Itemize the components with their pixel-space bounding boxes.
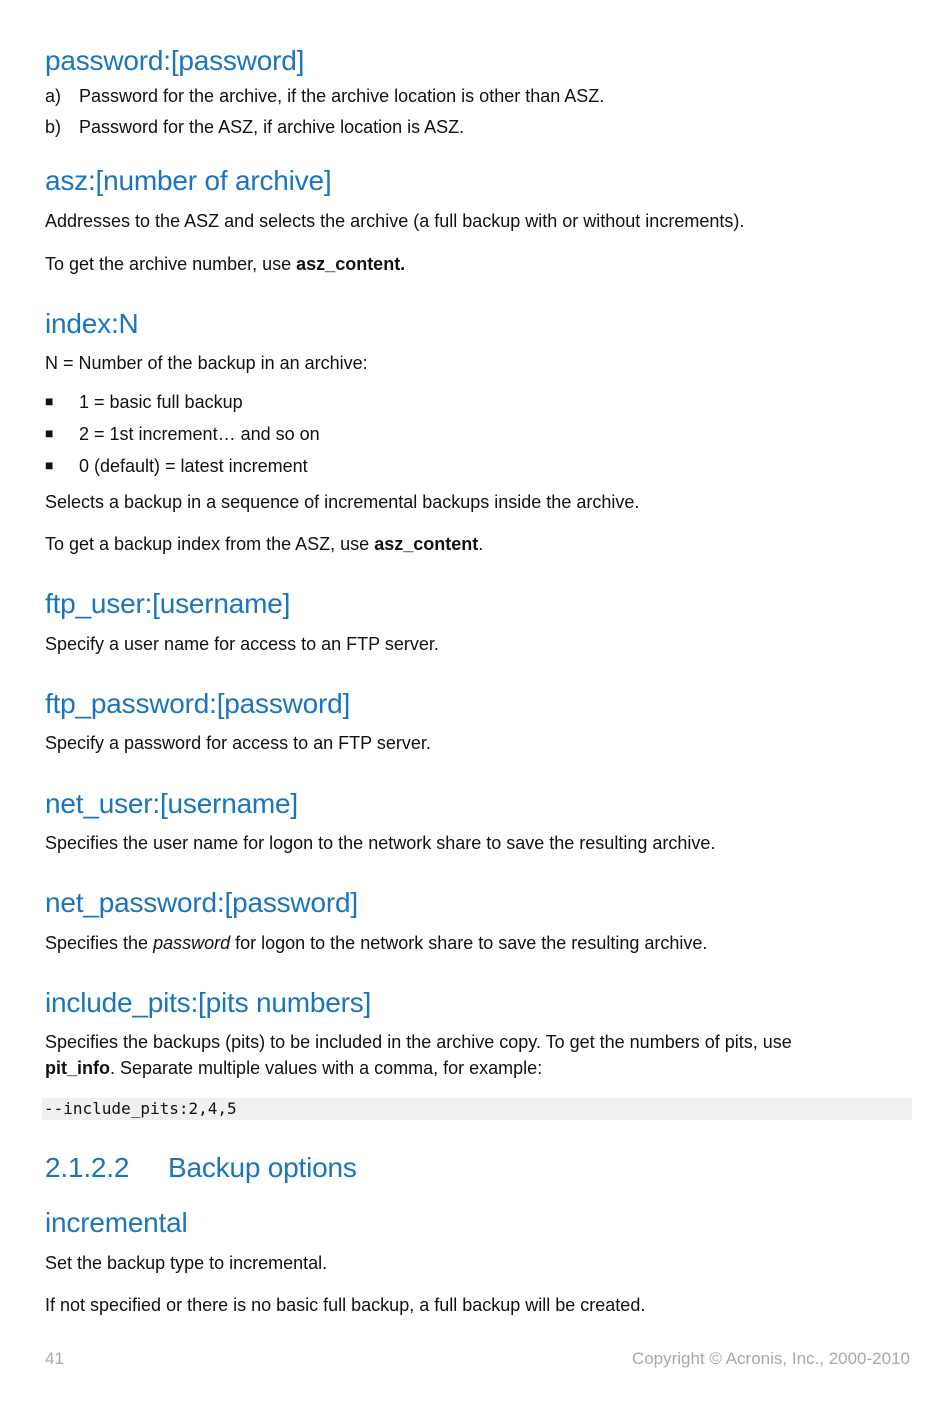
index-paragraph-2 — [45, 531, 483, 557]
include-pits-text-end: . Separate multiple values with a comma, for example: — [110, 1058, 543, 1078]
heading-asz: asz:[number of archive] — [45, 165, 332, 196]
heading-include-pits: include_pits:[pits numbers] — [45, 987, 372, 1018]
page-number: 41 — [45, 1349, 64, 1368]
square-bullet-icon: ■ — [45, 393, 54, 409]
asz-paragraph-2-text: To get the archive number, use — [45, 254, 297, 274]
net-password-text-start: Specifies the — [45, 933, 154, 953]
password-term: password — [153, 933, 231, 953]
asz-content-command: asz_content — [374, 534, 479, 554]
include-pits-description — [45, 1029, 865, 1081]
bullet-text: 0 (default) = latest increment — [79, 456, 308, 476]
heading-incremental: incremental — [45, 1207, 188, 1238]
heading-net-user: net_user:[username] — [45, 788, 299, 819]
list-item-a — [45, 83, 604, 109]
list-marker-b: b) — [45, 117, 62, 137]
list-item-b — [45, 114, 464, 140]
incremental-paragraph-2: If not specified or there is no basic full backup, a full backup will be created. — [45, 1295, 646, 1315]
bullet-item — [45, 420, 320, 447]
net-password-text-end: for logon to the network share to save the resulting archive. — [230, 933, 708, 953]
index-paragraph-2-end: . — [478, 534, 484, 554]
include-pits-text-start: Specifies the backups (pits) to be included in the archive copy. To get the numbers of pits, use — [45, 1032, 792, 1052]
bullet-item — [45, 388, 243, 415]
list-text-a: Password for the archive, if the archive location is other than ASZ. — [79, 86, 605, 106]
heading-net-password: net_password:[password] — [45, 887, 358, 918]
subsection-title: Backup options — [168, 1152, 357, 1183]
subsection-heading-backup-options — [45, 1151, 357, 1185]
incremental-paragraph-1: Set the backup type to incremental. — [45, 1253, 328, 1273]
pit-info-command: pit_info — [45, 1058, 110, 1078]
ftp-password-description: Specify a password for access to an FTP server. — [45, 733, 431, 753]
list-marker-a: a) — [45, 86, 62, 106]
heading-index: index:N — [45, 308, 139, 339]
copyright-notice: Copyright © Acronis, Inc., 2000-2010 — [631, 1349, 910, 1368]
index-paragraph-1: Selects a backup in a sequence of incremental backups inside the archive. — [45, 492, 640, 512]
bullet-text: 2 = 1st increment… and so on — [79, 424, 320, 444]
ftp-user-description: Specify a user name for access to an FTP server. — [45, 634, 439, 654]
square-bullet-icon: ■ — [45, 425, 54, 441]
subsection-number: 2.1.2.2 — [45, 1152, 130, 1183]
index-paragraph-2-text: To get a backup index from the ASZ, use — [45, 534, 375, 554]
heading-ftp-password: ftp_password:[password] — [45, 688, 351, 719]
net-user-description: Specifies the user name for logon to the network share to save the resulting archive. — [45, 833, 716, 853]
asz-paragraph-1: Addresses to the ASZ and selects the archive (a full backup with or without increments). — [45, 211, 745, 231]
heading-password: password:[password] — [45, 45, 305, 76]
asz-paragraph-2 — [45, 251, 405, 277]
code-example: --include_pits:2,4,5 — [42, 1098, 912, 1120]
bullet-item — [45, 452, 308, 479]
square-bullet-icon: ■ — [45, 457, 54, 473]
index-intro: N = Number of the backup in an archive: — [45, 353, 368, 373]
bullet-text: 1 = basic full backup — [79, 392, 243, 412]
asz-content-command: asz_content. — [296, 254, 406, 274]
net-password-description — [45, 930, 707, 956]
heading-ftp-user: ftp_user:[username] — [45, 588, 291, 619]
list-text-b: Password for the ASZ, if archive location is ASZ. — [79, 117, 465, 137]
